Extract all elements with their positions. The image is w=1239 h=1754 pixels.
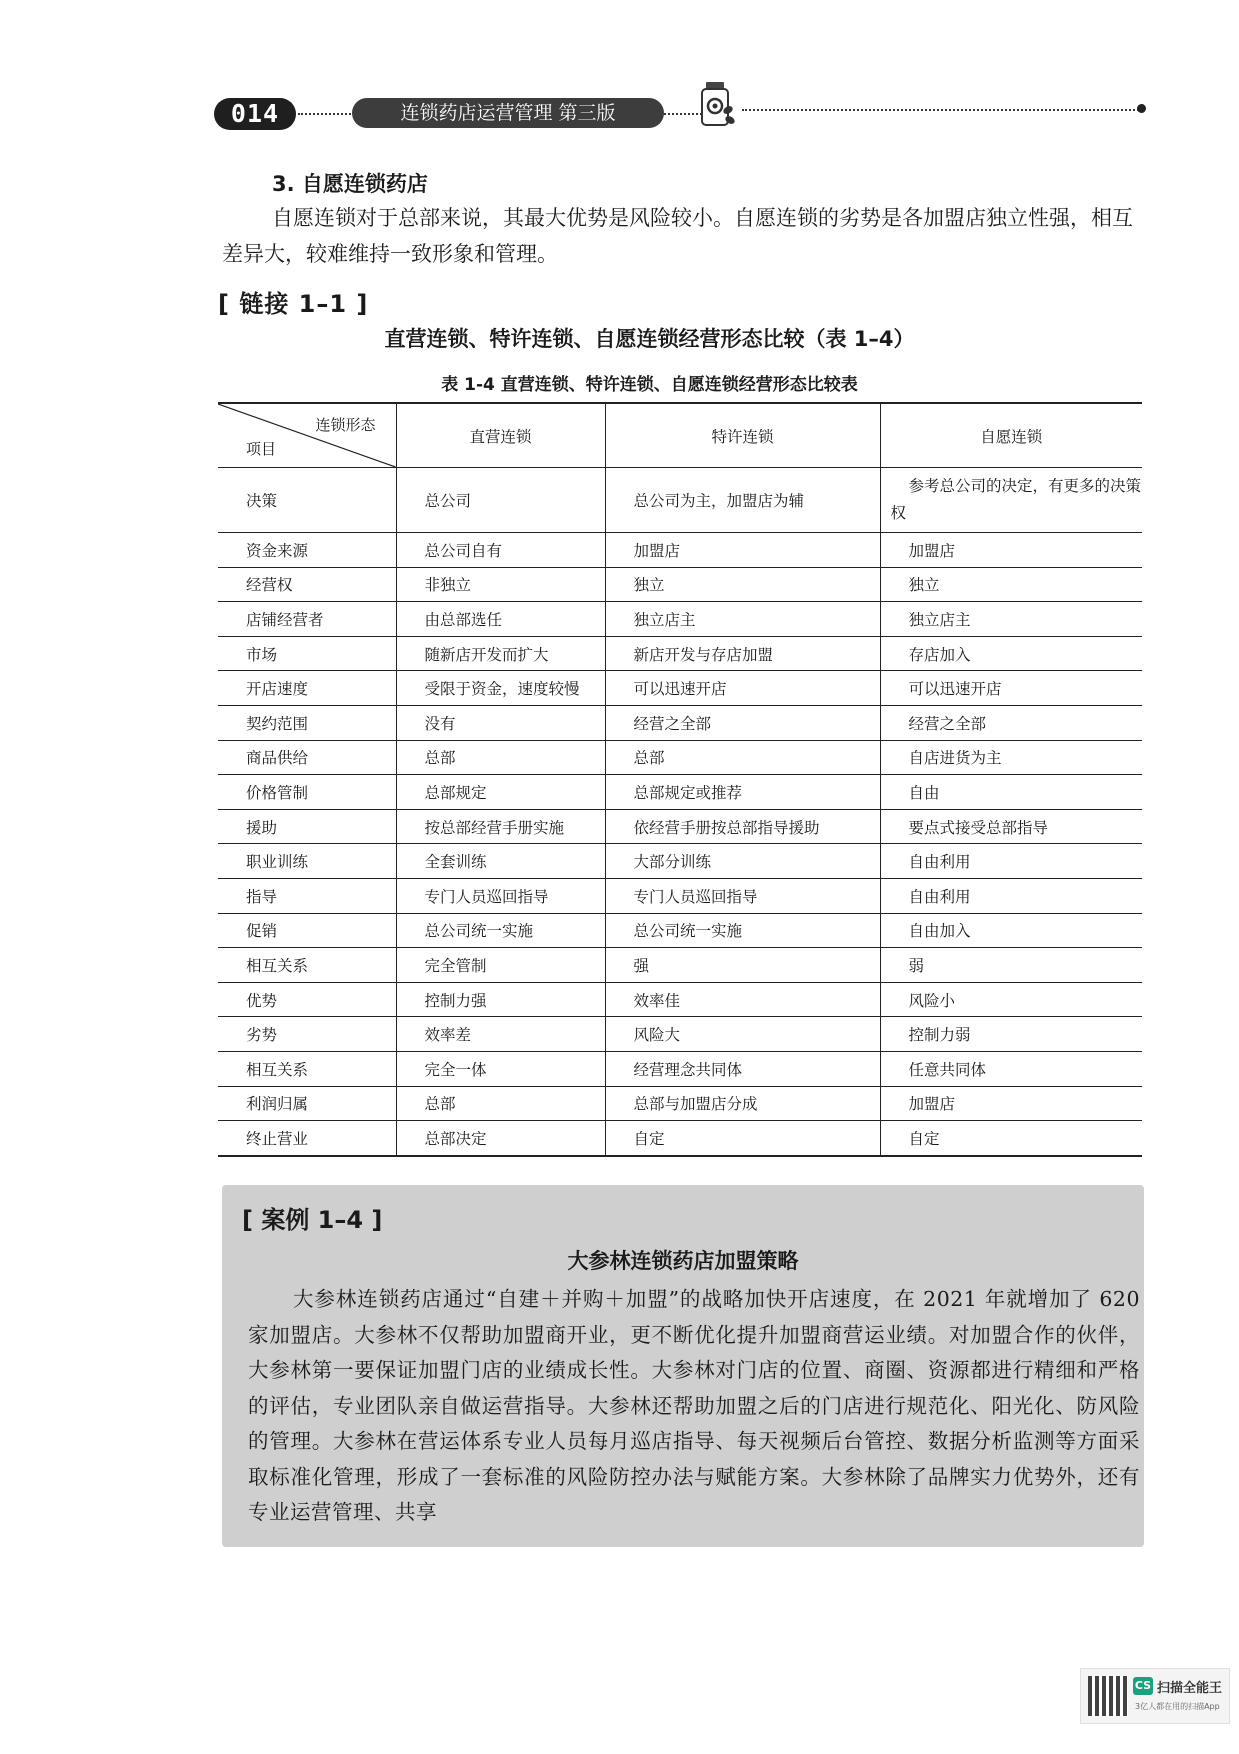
row-label-cell: 相互关系 bbox=[218, 948, 396, 983]
table-row bbox=[218, 468, 1142, 533]
watermark-slogan: 3亿人都在用的扫描App bbox=[1135, 1702, 1220, 1711]
table-cell: 要点式接受总部指导 bbox=[880, 809, 1142, 844]
column-header: 自愿连锁 bbox=[880, 403, 1142, 468]
table-cell: 存店加入 bbox=[880, 636, 1142, 671]
table-row bbox=[218, 1051, 1142, 1086]
table-row bbox=[218, 1121, 1142, 1156]
row-label-cell: 相互关系 bbox=[218, 1051, 396, 1086]
row-label-cell: 决策 bbox=[218, 468, 396, 533]
table-cell: 自由加入 bbox=[880, 913, 1142, 948]
table-cell: 自由利用 bbox=[880, 878, 1142, 913]
table-cell: 自定 bbox=[605, 1121, 880, 1156]
table-cell: 非独立 bbox=[396, 567, 605, 602]
table-body bbox=[218, 468, 1142, 1156]
table-row bbox=[218, 1086, 1142, 1121]
table-corner-cell bbox=[218, 403, 396, 468]
watermark-name: 扫描全能王 bbox=[1157, 1681, 1223, 1696]
column-header: 直营连锁 bbox=[396, 403, 605, 468]
table-cell: 按总部经营手册实施 bbox=[396, 809, 605, 844]
table-cell: 总公司 bbox=[396, 468, 605, 533]
table-cell: 加盟店 bbox=[605, 533, 880, 568]
table-cell: 控制力强 bbox=[396, 982, 605, 1017]
table-cell: 总部规定或推荐 bbox=[605, 775, 880, 810]
table-row bbox=[218, 844, 1142, 879]
case-title: 大参林连锁药店加盟策略 bbox=[567, 1249, 799, 1273]
section-heading: 3. 自愿连锁药店 bbox=[272, 172, 428, 196]
table-cell: 效率差 bbox=[396, 1017, 605, 1052]
table-row bbox=[218, 602, 1142, 637]
medicine-bottle-icon bbox=[690, 80, 740, 130]
table-caption: 表 1-4 直营连锁、特许连锁、自愿连锁经营形态比较表 bbox=[441, 375, 858, 395]
table-cell: 总部 bbox=[396, 1086, 605, 1121]
table-cell: 经营之全部 bbox=[605, 705, 880, 740]
link-subtitle: 直营连锁、特许连锁、自愿连锁经营形态比较（表 1–4） bbox=[384, 327, 915, 351]
table-cell: 加盟店 bbox=[880, 1086, 1142, 1121]
table-header-row bbox=[218, 403, 1142, 468]
row-label-cell: 经营权 bbox=[218, 567, 396, 602]
case-label: [ 案例 1–4 ] bbox=[242, 1206, 383, 1234]
row-label-cell: 终止营业 bbox=[218, 1121, 396, 1156]
table-cell: 风险小 bbox=[880, 982, 1142, 1017]
table-cell: 参考总公司的决定，有更多的决策权 bbox=[880, 468, 1142, 533]
table-row bbox=[218, 636, 1142, 671]
table-cell: 专门人员巡回指导 bbox=[605, 878, 880, 913]
row-label-cell: 价格管制 bbox=[218, 775, 396, 810]
table-cell: 全套训练 bbox=[396, 844, 605, 879]
row-label-cell: 商品供给 bbox=[218, 740, 396, 775]
table-cell: 任意共同体 bbox=[880, 1051, 1142, 1086]
row-label-cell: 市场 bbox=[218, 636, 396, 671]
table-cell: 自由 bbox=[880, 775, 1142, 810]
table-row bbox=[218, 567, 1142, 602]
table-cell: 新店开发与存店加盟 bbox=[605, 636, 880, 671]
row-label-cell: 利润归属 bbox=[218, 1086, 396, 1121]
table-cell: 大部分训练 bbox=[605, 844, 880, 879]
table-cell: 效率佳 bbox=[605, 982, 880, 1017]
table-cell: 总部 bbox=[605, 740, 880, 775]
table-cell: 总公司自有 bbox=[396, 533, 605, 568]
table-cell: 经营之全部 bbox=[880, 705, 1142, 740]
header-end-dot bbox=[1137, 104, 1146, 113]
table-row bbox=[218, 740, 1142, 775]
table-cell: 独立店主 bbox=[605, 602, 880, 637]
row-label-cell: 契约范围 bbox=[218, 705, 396, 740]
table-cell: 专门人员巡回指导 bbox=[396, 878, 605, 913]
row-label-cell: 劣势 bbox=[218, 1017, 396, 1052]
table-cell: 可以迅速开店 bbox=[605, 671, 880, 706]
link-heading: [ 链接 1–1 ] bbox=[218, 290, 369, 318]
table-cell: 强 bbox=[605, 948, 880, 983]
corner-label-form: 连锁形态 bbox=[315, 416, 376, 434]
table-cell: 风险大 bbox=[605, 1017, 880, 1052]
table-cell: 总部决定 bbox=[396, 1121, 605, 1156]
table-cell: 控制力弱 bbox=[880, 1017, 1142, 1052]
table-cell: 总公司统一实施 bbox=[605, 913, 880, 948]
table-cell: 加盟店 bbox=[880, 533, 1142, 568]
table-row bbox=[218, 948, 1142, 983]
case-body: 大参林连锁药店通过“自建＋并购＋加盟”的战略加快开店速度，在 2021 年就增加了 620 家加盟店。大参林不仅帮助加盟商开业，更不断优化提升加盟商营运业绩。对加盟合作的伙伴，大参林第一要保证加盟门店的业绩成长性。大参林对门店的位置、商圈、资源都进行精细和严格的评估，专业团队亲自做运营指导。大参林还帮助加盟之后的门店进行规范化、阳光化、防风险的管理。大参林在营运体系专业人员每月巡店指导、每天视频后台管控、数据分析监测等方面采取标准化管理，形成了一套标准的风险防控办法与赋能方案。大参林除了品牌实力优势外，还有专业运营管理、共享 bbox=[248, 1287, 1140, 1524]
table-cell: 依经营手册按总部指导援助 bbox=[605, 809, 880, 844]
row-label-cell: 优势 bbox=[218, 982, 396, 1017]
table-cell: 总公司为主，加盟店为辅 bbox=[605, 468, 880, 533]
row-label-cell: 开店速度 bbox=[218, 671, 396, 706]
table-row bbox=[218, 809, 1142, 844]
table-cell: 经营理念共同体 bbox=[605, 1051, 880, 1086]
row-label-cell: 店铺经营者 bbox=[218, 602, 396, 637]
corner-label-item: 项目 bbox=[246, 440, 277, 458]
cs-logo: CS bbox=[1133, 1677, 1153, 1695]
header-dotted-line bbox=[298, 113, 358, 115]
comparison-table bbox=[218, 402, 1142, 1157]
section-paragraph: 自愿连锁对于总部来说，其最大优势是风险较小。自愿连锁的劣势是各加盟店独立性强，相互差异大，较难维持一致形象和管理。 bbox=[222, 206, 1133, 266]
table-cell: 独立 bbox=[605, 567, 880, 602]
table-row bbox=[218, 982, 1142, 1017]
table-cell: 弱 bbox=[880, 948, 1142, 983]
table-cell: 自由利用 bbox=[880, 844, 1142, 879]
table-row bbox=[218, 878, 1142, 913]
table-cell: 完全管制 bbox=[396, 948, 605, 983]
table-cell: 没有 bbox=[396, 705, 605, 740]
table-cell: 由总部选任 bbox=[396, 602, 605, 637]
table-row bbox=[218, 671, 1142, 706]
table-cell: 独立店主 bbox=[880, 602, 1142, 637]
row-label-cell: 援助 bbox=[218, 809, 396, 844]
row-label-cell: 指导 bbox=[218, 878, 396, 913]
table-row bbox=[218, 913, 1142, 948]
scanner-watermark bbox=[1080, 1668, 1230, 1724]
table-cell: 完全一体 bbox=[396, 1051, 605, 1086]
row-label-cell: 促销 bbox=[218, 913, 396, 948]
header-dotted-line bbox=[742, 109, 1142, 111]
table-row bbox=[218, 533, 1142, 568]
table-row bbox=[218, 705, 1142, 740]
table-cell: 受限于资金，速度较慢 bbox=[396, 671, 605, 706]
row-label-cell: 职业训练 bbox=[218, 844, 396, 879]
qr-code-icon bbox=[1088, 1676, 1128, 1716]
book-title: 连锁药店运营管理 第三版 bbox=[352, 98, 664, 128]
row-label-cell: 资金来源 bbox=[218, 533, 396, 568]
table-cell: 总部与加盟店分成 bbox=[605, 1086, 880, 1121]
table-cell: 自店进货为主 bbox=[880, 740, 1142, 775]
table-row bbox=[218, 1017, 1142, 1052]
table-cell: 可以迅速开店 bbox=[880, 671, 1142, 706]
table-cell: 自定 bbox=[880, 1121, 1142, 1156]
table-cell: 随新店开发而扩大 bbox=[396, 636, 605, 671]
page-number: 014 bbox=[214, 98, 296, 130]
table-cell: 独立 bbox=[880, 567, 1142, 602]
table-cell: 总部 bbox=[396, 740, 605, 775]
column-header: 特许连锁 bbox=[605, 403, 880, 468]
table-cell: 总部规定 bbox=[396, 775, 605, 810]
table-row bbox=[218, 775, 1142, 810]
table-cell: 总公司统一实施 bbox=[396, 913, 605, 948]
